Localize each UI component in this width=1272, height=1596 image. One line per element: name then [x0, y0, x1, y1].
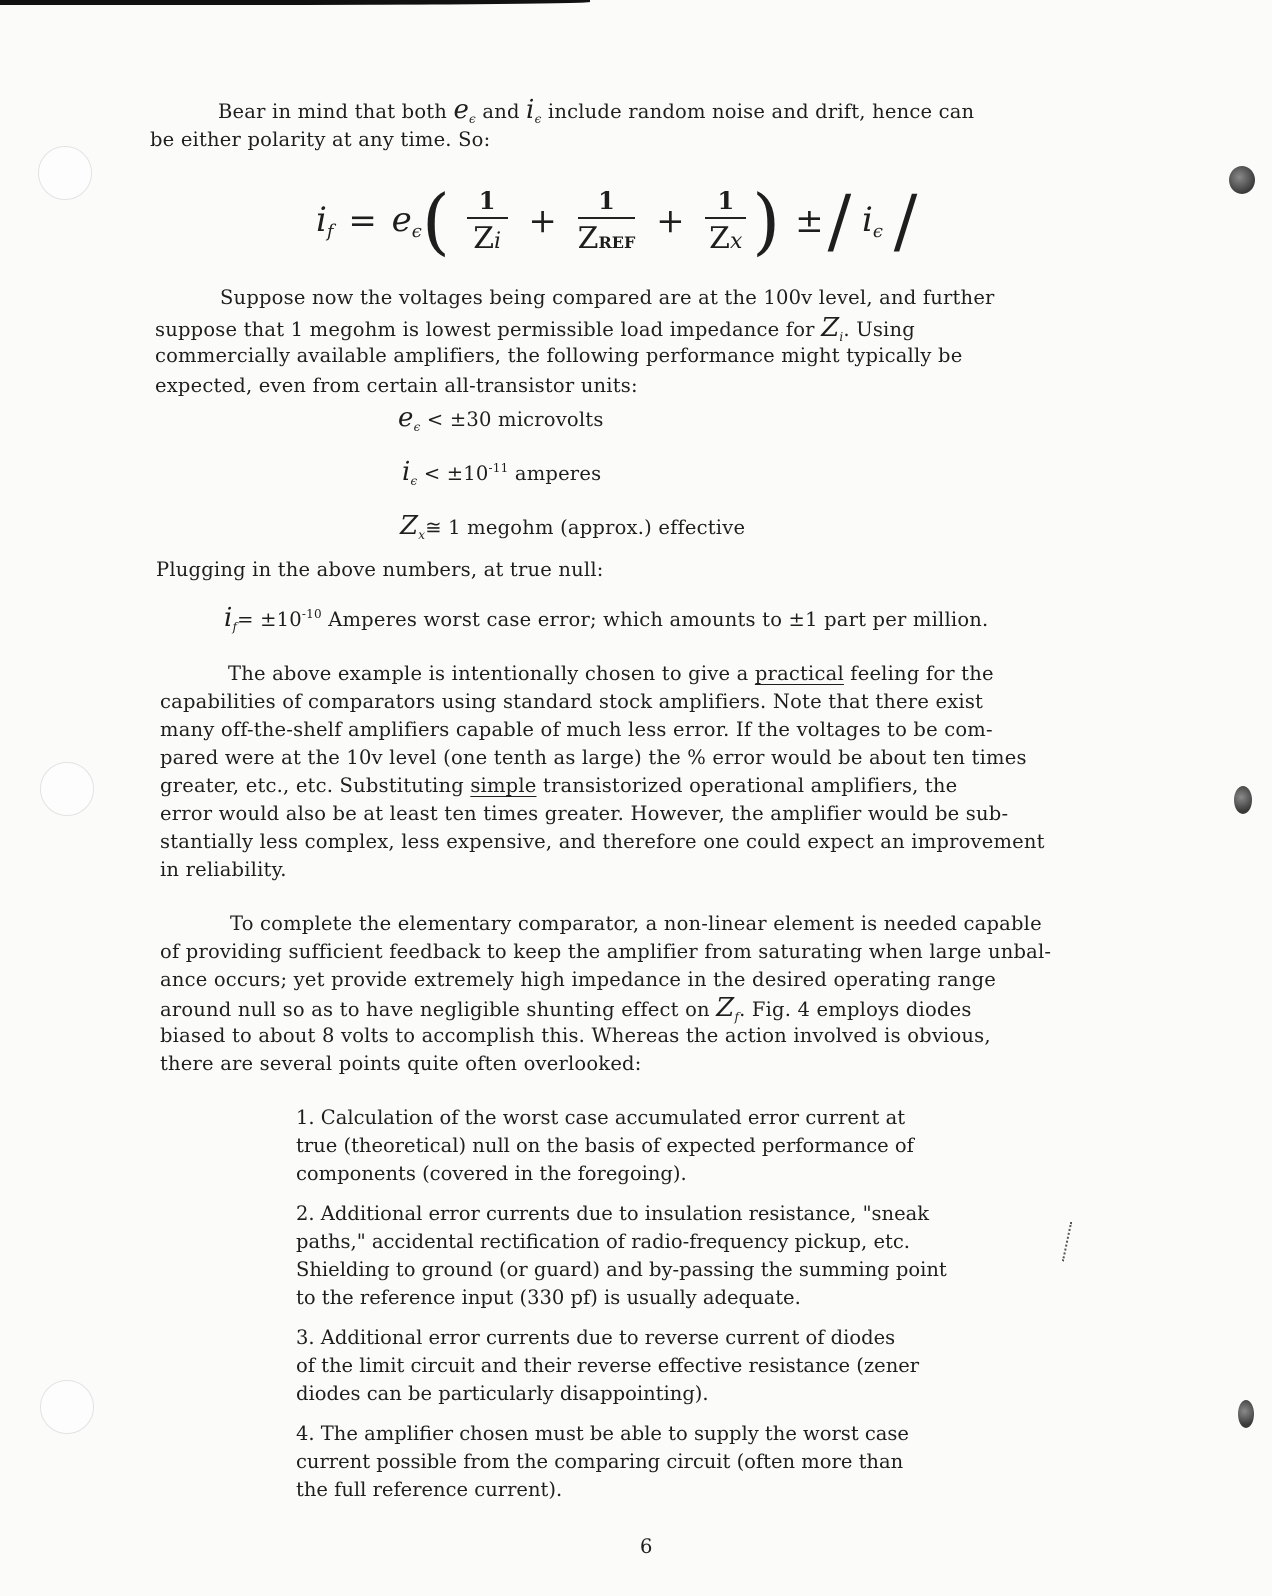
list-item: true (theoretical) null on the basis of expected performance of: [296, 1134, 914, 1157]
eq-abs-bar: /: [827, 180, 852, 262]
intro-line-2: be either polarity at any time. So:: [150, 128, 491, 151]
symbol-i: $i_\epsilon$: [526, 95, 542, 126]
suppose-line-4: expected, even from certain all-transistor units:: [155, 374, 638, 397]
punch-hole: [40, 762, 94, 816]
spec-i-epsilon: $i_\epsilon < \pm 10^{-11}$ amperes: [402, 457, 602, 488]
eq-e-epsilon: eϵ: [391, 200, 422, 242]
eq-open-paren: (: [421, 179, 450, 263]
suppose-line-2: suppose that 1 megohm is lowest permissible load impedance for $Z_i$. Using: [155, 313, 915, 344]
list-item: to the reference input (330 pf) is usually adequate.: [296, 1286, 801, 1309]
list-item: 3. Additional error currents due to reverse current of diodes: [296, 1326, 896, 1349]
complete-line-3: ance occurs; yet provide extremely high impedance in the desired operating range: [160, 968, 997, 991]
list-item: diodes can be particularly disappointing).: [296, 1382, 709, 1405]
symbol-zf: $Z_f$: [716, 993, 740, 1024]
text: Bear in mind that both: [218, 100, 454, 123]
eq-lhs: if: [316, 200, 334, 242]
complete-line-2: of providing sufficient feedback to keep the amplifier from saturating when large unbal-: [160, 940, 1052, 963]
eq-plusminus: ±: [795, 201, 824, 241]
complete-line-4: around null so as to have negligible shunting effect on $Z_f$. Fig. 4 employs diodes: [160, 993, 972, 1024]
list-item: the full reference current).: [296, 1478, 563, 1501]
list-item: paths," accidental rectification of radio-frequency pickup, etc.: [296, 1230, 910, 1253]
eq-plus: +: [528, 201, 557, 241]
eq-abs-bar: /: [893, 180, 918, 262]
spec-zx: $Z_x≅$ 1 megohm (approx.) effective: [400, 511, 746, 542]
eq-plus: +: [656, 201, 685, 241]
feedback-current-equation: [316, 180, 1016, 270]
binder-hole-mark: [1234, 786, 1252, 814]
example-line-7: stantially less complex, less expensive, and therefore one could expect an improvement: [160, 830, 1045, 853]
example-line-5: greater, etc., etc. Substituting simple transistorized operational amplifiers, the: [160, 774, 958, 797]
list-item: 4. The amplifier chosen must be able to supply the worst case: [296, 1422, 909, 1445]
eq-frac-zref: $\frac{1}{\text{ZREF}}$: [577, 186, 636, 256]
punch-hole: [40, 1380, 94, 1434]
complete-line-1: To complete the elementary comparator, a non-linear element is needed capable: [230, 912, 1042, 935]
underlined-practical: practical: [754, 662, 844, 685]
list-item: of the limit circuit and their reverse effective resistance (zener: [296, 1354, 920, 1377]
example-line-6: error would also be at least ten times greater. However, the amplifier would be sub-: [160, 802, 1009, 825]
eq-frac-zx: $\frac{1}{Zx}$: [705, 186, 746, 256]
eq-i-epsilon: iϵ: [861, 200, 883, 242]
symbol-e: $e_\epsilon$: [453, 95, 476, 126]
list-item: components (covered in the foregoing).: [296, 1162, 687, 1185]
punch-hole: [38, 146, 92, 200]
scan-edge-bar: [0, 0, 590, 5]
symbol-zi: $Z_i$: [821, 313, 844, 344]
plugging-result: $i_f= \pm 10^{-10}$ Amperes worst case error; which amounts to ±1 part per million.: [224, 603, 989, 634]
list-item: 2. Additional error currents due to insulation resistance, "sneak: [296, 1202, 930, 1225]
eq-equals: =: [348, 201, 377, 241]
text: include random noise and drift, hence can: [541, 100, 975, 123]
plugging-line: Plugging in the above numbers, at true null:: [156, 558, 604, 581]
intro-line-1: [218, 96, 974, 126]
list-item: current possible from the comparing circuit (often more than: [296, 1450, 904, 1473]
spec-e-epsilon: $e_\epsilon < \pm 30$ microvolts: [398, 403, 604, 434]
complete-line-5: biased to about 8 volts to accomplish this. Whereas the action involved is obvious,: [160, 1024, 991, 1047]
list-item: Shielding to ground (or guard) and by-passing the summing point: [296, 1258, 947, 1281]
binder-hole-mark: [1238, 1400, 1254, 1428]
scan-speck: [1062, 1222, 1075, 1262]
example-line-3: many off-the-shelf amplifiers capable of much less error. If the voltages to be com-: [160, 718, 993, 741]
eq-frac-zi: $\frac{1}{Zi}$: [467, 186, 508, 256]
page-number: 6: [640, 1535, 653, 1558]
example-line-1: The above example is intentionally chosen to give a practical feeling for the: [228, 662, 994, 685]
underlined-simple: simple: [470, 774, 537, 797]
complete-line-6: there are several points quite often overlooked:: [160, 1052, 642, 1075]
eq-close-paren: ): [752, 179, 781, 263]
example-line-4: pared were at the 10v level (one tenth as large) the % error would be about ten times: [160, 746, 1027, 769]
suppose-line-1: Suppose now the voltages being compared are at the 100v level, and further: [220, 286, 995, 309]
example-line-8: in reliability.: [160, 858, 287, 881]
example-line-2: capabilities of comparators using standard stock amplifiers. Note that there exist: [160, 690, 984, 713]
list-item: 1. Calculation of the worst case accumulated error current at: [296, 1106, 906, 1129]
suppose-line-3: commercially available amplifiers, the following performance might typically be: [155, 344, 963, 367]
binder-hole-mark: [1229, 166, 1255, 194]
text: and: [475, 100, 527, 123]
